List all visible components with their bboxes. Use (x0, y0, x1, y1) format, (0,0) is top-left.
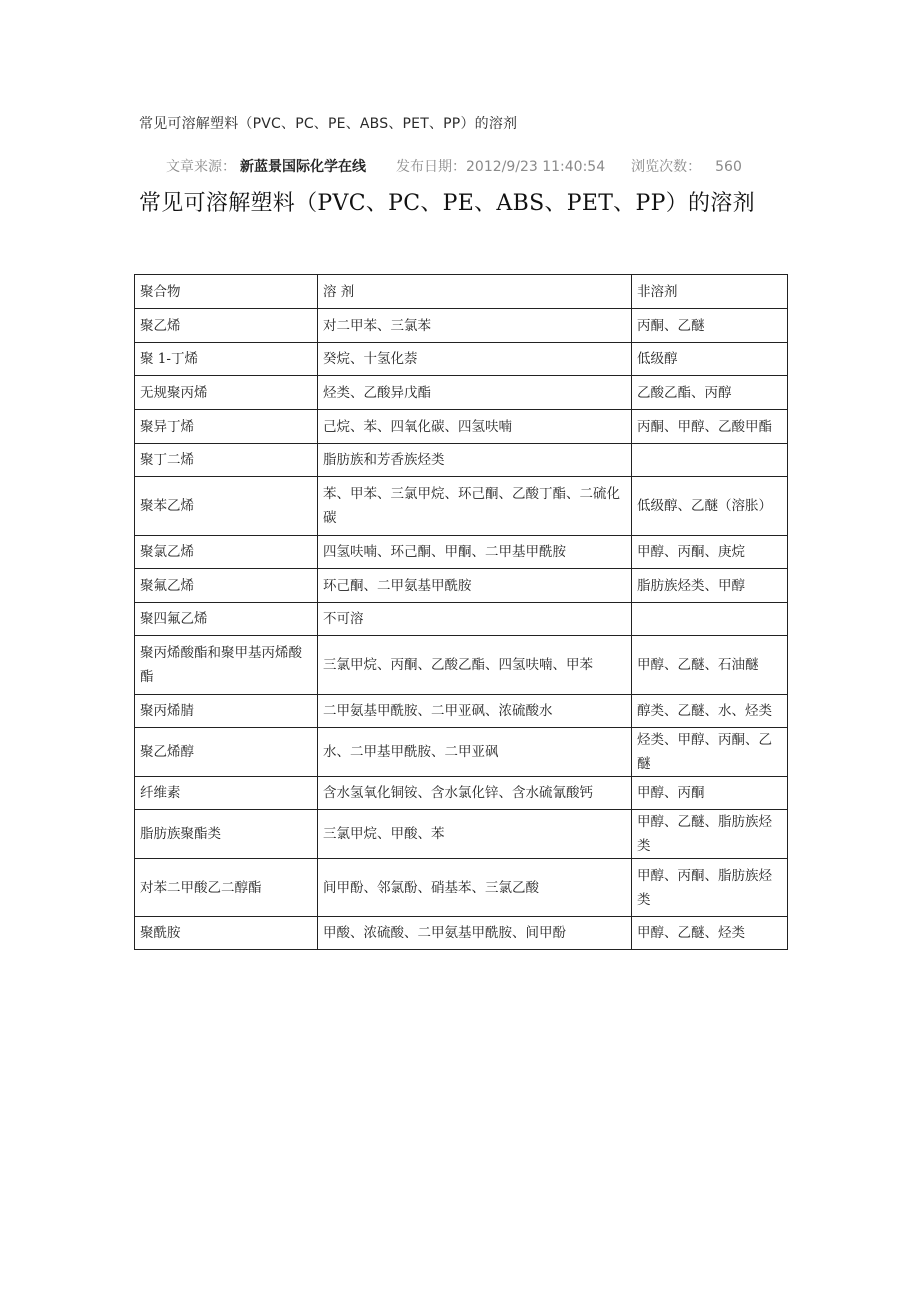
table-cell (632, 603, 788, 636)
table-cell: 聚 1-丁烯 (135, 343, 318, 376)
table-cell: 聚四氟乙烯 (135, 603, 318, 636)
table-row (135, 728, 788, 777)
table-row (135, 410, 788, 444)
table-cell: 间甲酚、邻氯酚、硝基苯、三氯乙酸 (318, 859, 632, 917)
table-cell: 对苯二甲酸乙二醇酯 (135, 859, 318, 917)
table-cell: 水、二甲基甲酰胺、二甲亚砜 (318, 728, 632, 777)
table-cell: 甲醇、乙醚、烃类 (632, 917, 788, 950)
table-cell: 聚丙烯腈 (135, 695, 318, 728)
article-meta (166, 156, 742, 176)
table-cell: 低级醇 (632, 343, 788, 376)
table-cell: 醇类、乙醚、水、烃类 (632, 695, 788, 728)
table-cell: 甲酸、浓硫酸、二甲氨基甲酰胺、间甲酚 (318, 917, 632, 950)
table-cell: 烃类、甲醇、丙酮、乙醚 (632, 728, 788, 777)
table-row (135, 444, 788, 477)
header-cell: 非溶剂 (632, 275, 788, 309)
views-count: 560 (715, 159, 742, 175)
table-cell: 聚丙烯酸酯和聚甲基丙烯酸酯 (135, 636, 318, 695)
table-row (135, 636, 788, 695)
page-heading: 常见可溶解塑料（PVC、PC、PE、ABS、PET、PP）的溶剂 (139, 116, 518, 132)
date-label: 发布日期： (396, 159, 466, 175)
table-cell: 烃类、乙酸异戊酯 (318, 376, 632, 410)
source-link[interactable]: 新蓝景国际化学在线 (240, 159, 366, 175)
header-cell: 聚合物 (135, 275, 318, 309)
table-row (135, 859, 788, 917)
table-cell: 四氢呋喃、环己酮、甲酮、二甲基甲酰胺 (318, 536, 632, 569)
solvent-table (134, 274, 788, 950)
table-cell: 不可溶 (318, 603, 632, 636)
table-cell: 甲醇、丙酮、庚烷 (632, 536, 788, 569)
header-cell: 溶 剂 (318, 275, 632, 309)
table-cell: 聚氯乙烯 (135, 536, 318, 569)
table-cell: 纤维素 (135, 777, 318, 810)
table-cell: 三氯甲烷、丙酮、乙酸乙酯、四氢呋喃、甲苯 (318, 636, 632, 695)
table-row (135, 603, 788, 636)
table-cell: 脂肪族和芳香族烃类 (318, 444, 632, 477)
table-cell: 聚乙烯醇 (135, 728, 318, 777)
table-cell: 二甲氨基甲酰胺、二甲亚砜、浓硫酸水 (318, 695, 632, 728)
table-cell (632, 444, 788, 477)
table-row (135, 777, 788, 810)
table-row (135, 569, 788, 603)
views-label: 浏览次数： (631, 159, 702, 175)
date-value: 2012/9/23 11:40:54 (466, 159, 606, 175)
table-row (135, 810, 788, 859)
table-cell: 癸烷、十氢化萘 (318, 343, 632, 376)
table-cell: 聚丁二烯 (135, 444, 318, 477)
table-cell: 丙酮、乙醚 (632, 309, 788, 343)
table-cell: 三氯甲烷、甲酸、苯 (318, 810, 632, 859)
table-row (135, 309, 788, 343)
table-cell: 对二甲苯、三氯苯 (318, 309, 632, 343)
table-cell: 甲醇、乙醚、脂肪族烃类 (632, 810, 788, 859)
table-cell: 苯、甲苯、三氯甲烷、环己酮、乙酸丁酯、二硫化碳 (318, 477, 632, 536)
table-cell: 甲醇、丙酮、脂肪族烃类 (632, 859, 788, 917)
table-row (135, 695, 788, 728)
source-label: 文章来源： (166, 159, 236, 175)
table-row (135, 376, 788, 410)
table-row (135, 477, 788, 536)
table-cell: 己烷、苯、四氧化碳、四氢呋喃 (318, 410, 632, 444)
table-cell: 丙酮、甲醇、乙酸甲酯 (632, 410, 788, 444)
table-cell: 脂肪族聚酯类 (135, 810, 318, 859)
table-cell: 甲醇、乙醚、石油醚 (632, 636, 788, 695)
table-cell: 脂肪族烃类、甲醇 (632, 569, 788, 603)
table-row (135, 343, 788, 376)
table-cell: 聚氟乙烯 (135, 569, 318, 603)
table-row (135, 536, 788, 569)
article-title: 常见可溶解塑料（PVC、PC、PE、ABS、PET、PP）的溶剂 (139, 191, 755, 216)
table-cell: 甲醇、丙酮 (632, 777, 788, 810)
table-cell: 无规聚丙烯 (135, 376, 318, 410)
table-cell: 聚酰胺 (135, 917, 318, 950)
table-cell: 含水氢氧化铜铵、含水氯化锌、含水硫氰酸钙 (318, 777, 632, 810)
table-cell: 聚苯乙烯 (135, 477, 318, 536)
table-cell: 低级醇、乙醚（溶胀） (632, 477, 788, 536)
table-row (135, 917, 788, 950)
table-cell: 聚异丁烯 (135, 410, 318, 444)
table-cell: 乙酸乙酯、丙醇 (632, 376, 788, 410)
table-header-row (135, 275, 788, 309)
table-cell: 聚乙烯 (135, 309, 318, 343)
table-cell: 环己酮、二甲氨基甲酰胺 (318, 569, 632, 603)
